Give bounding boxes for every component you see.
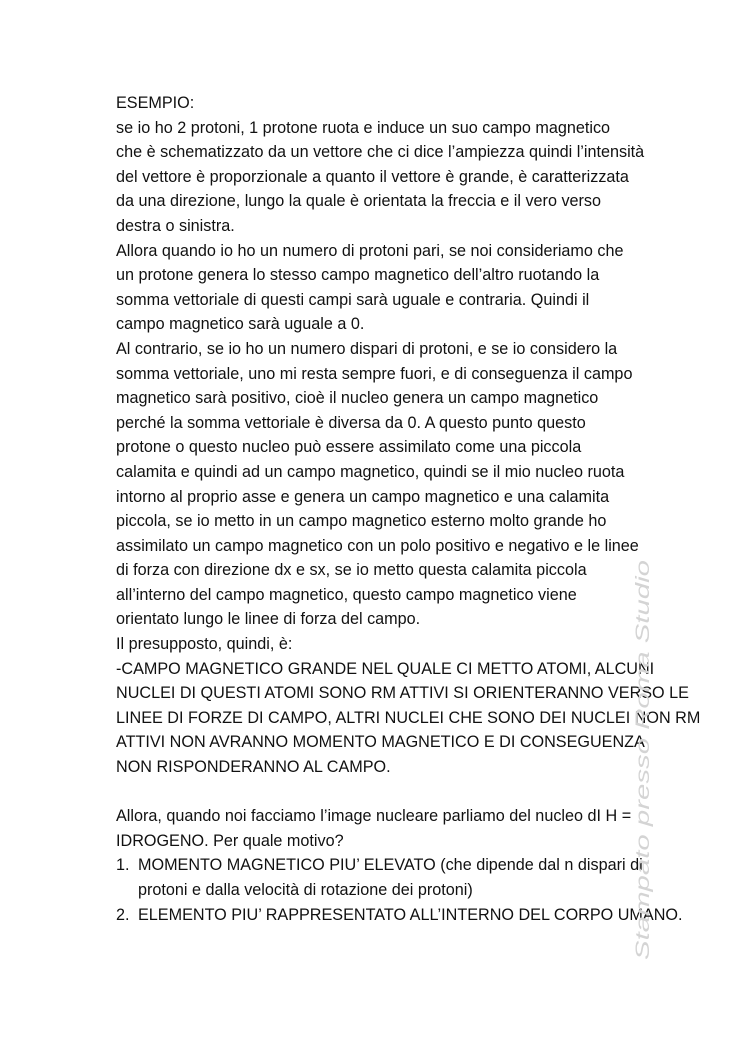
text-line: Allora quando io ho un numero di protoni pari, se noi consideriamo che [116, 241, 624, 260]
text-line: NUCLEI DI QUESTI ATOMI SONO RM ATTIVI SI ORIENTERANNO VERSO LE [116, 684, 689, 703]
document-body [116, 91, 701, 927]
text-line: assimilato un campo magnetico con un polo positivo e negativo e le linee [116, 536, 639, 555]
text-line: se io ho 2 protoni, 1 protone ruota e induce un suo campo magnetico [116, 118, 611, 137]
list-text: MOMENTO MAGNETICO PIU’ ELEVATO (che dipende dal n dispari di [138, 856, 643, 875]
text-line: ATTIVI NON AVRANNO MOMENTO MAGNETICO E DI CONSEGUENZA [116, 733, 645, 752]
paragraph-lines [116, 91, 701, 853]
text-line: IDROGENO. Per quale motivo? [116, 831, 344, 850]
text-line: di forza con direzione dx e sx, se io metto questa calamita piccola [116, 561, 587, 580]
watermark-text: Stampato presso Roma Studio [633, 701, 654, 960]
text-line: destra o sinistra. [116, 216, 235, 235]
text-line: intorno al proprio asse e genera un campo magnetico e una calamita [116, 487, 610, 506]
text-line: all’interno del campo magnetico, questo campo magnetico viene [116, 585, 577, 604]
text-line: Allora, quando noi facciamo l’image nucleare parliamo del nucleo dI H = [116, 807, 632, 826]
text-line: -CAMPO MAGNETICO GRANDE NEL QUALE CI METTO ATOMI, ALCUNI [116, 659, 655, 678]
text-line: somma vettoriale di questi campi sarà uguale e contraria. Quindi il [116, 290, 590, 309]
text-line: un protone genera lo stesso campo magnetico dell’altro ruotando la [116, 266, 600, 285]
list-text: ELEMENTO PIU’ RAPPRESENTATO ALL’INTERNO DEL CORPO UMANO. [138, 905, 683, 924]
text-line: piccola, se io metto in un campo magnetico esterno molto grande ho [116, 512, 607, 531]
text-line: Il presupposto, quindi, è: [116, 635, 293, 654]
blank-line [116, 780, 686, 805]
numbered-list [116, 853, 686, 927]
text-line: calamita e quindi ad un campo magnetico, quindi se il mio nucleo ruota [116, 462, 625, 481]
list-number: 2. [116, 905, 130, 924]
list-number: 1. [116, 856, 130, 875]
text-line: orientato lungo le linee di forza del campo. [116, 610, 421, 629]
list-item [116, 853, 686, 902]
text-line: somma vettoriale, uno mi resta sempre fuori, e di conseguenza il campo [116, 364, 633, 383]
text-line: NON RISPONDERANNO AL CAMPO. [116, 758, 391, 777]
text-line: Al contrario, se io ho un numero dispari di protoni, e se io considero la [116, 339, 618, 358]
text-line: campo magnetico sarà uguale a 0. [116, 315, 365, 334]
text-line: protone o questo nucleo può essere assimilato come una piccola [116, 438, 582, 457]
text-line: LINEE DI FORZE DI CAMPO, ALTRI NUCLEI CHE SONO DEI NUCLEI NON RM [116, 708, 701, 727]
text-line: del vettore è proporzionale a quanto il vettore è grande, è caratterizzata [116, 167, 629, 186]
list-text: protoni e dalla velocità di rotazione dei protoni) [138, 881, 473, 899]
text-line: da una direzione, lungo la quale è orientata la freccia e il vero verso [116, 192, 602, 211]
text-line: magnetico sarà positivo, cioè il nucleo genera un campo magnetico [116, 389, 599, 408]
text-line: ESEMPIO: [116, 94, 195, 112]
text-line: che è schematizzato da un vettore che ci dice l’ampiezza quindi l’intensità [116, 143, 645, 162]
list-item [116, 903, 686, 928]
text-line: perché la somma vettoriale è diversa da 0. A questo punto questo [116, 413, 586, 432]
